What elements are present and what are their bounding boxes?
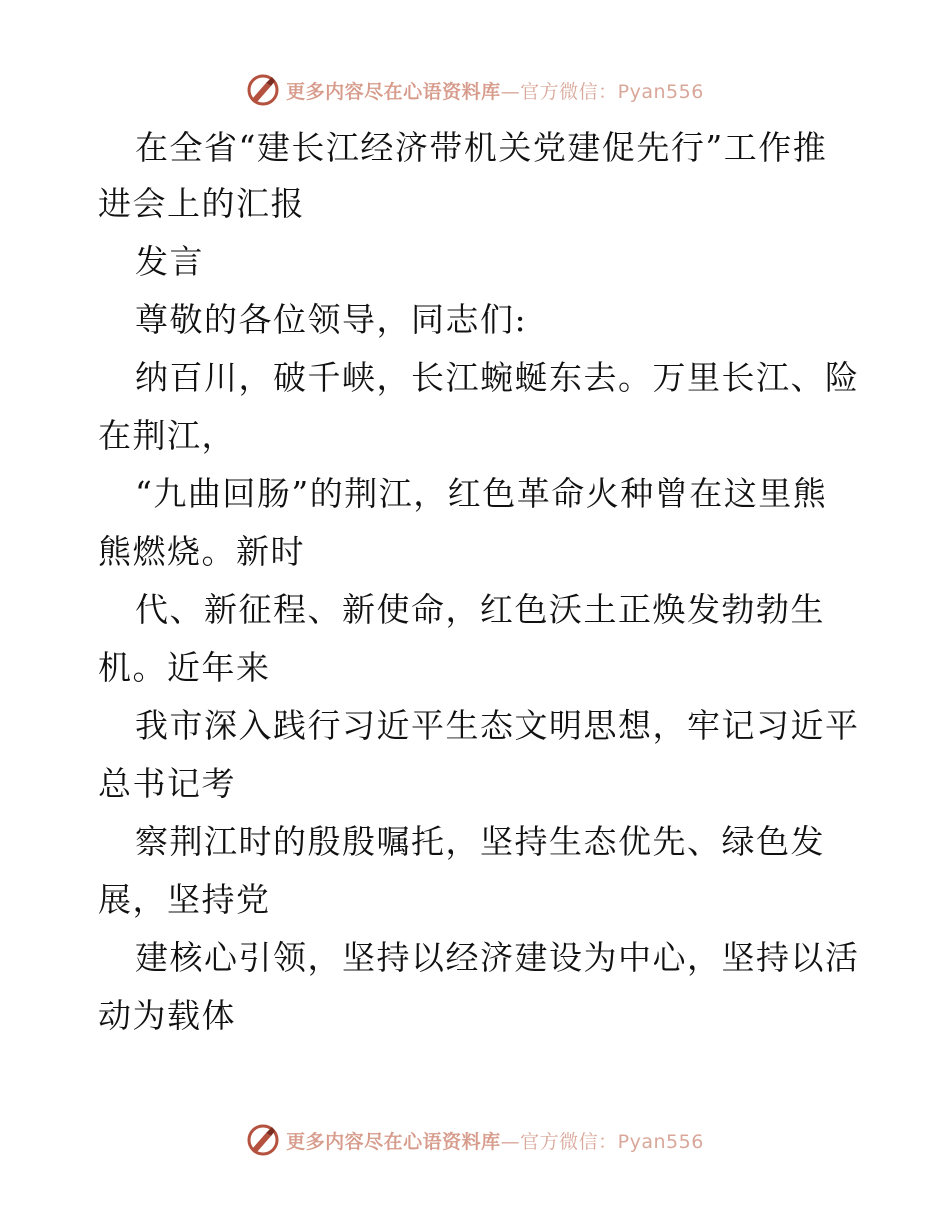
- watermark-main-text: 更多内容尽在心语资料库: [286, 1130, 501, 1153]
- doc-line: 动为载体: [98, 996, 236, 1035]
- footer-watermark: [0, 1120, 950, 1160]
- doc-line: “九曲回肠”的荆江，红色革命火种曾在这里熊: [135, 474, 828, 513]
- doc-line: 在荆江，: [98, 416, 236, 455]
- doc-line: 察荆江时的殷殷嘱托，坚持生态优先、绿色发: [135, 822, 825, 861]
- doc-line: 纳百川，破千峡，长江蜿蜒东去。万里长江、险: [135, 358, 860, 397]
- doc-line: 总书记考: [98, 764, 236, 803]
- watermark-main-text: 更多内容尽在心语资料库: [286, 80, 501, 103]
- watermark-text: [286, 1127, 704, 1154]
- doc-line: 进会上的汇报: [98, 184, 305, 223]
- brush-logo-icon: [246, 1123, 280, 1157]
- doc-line: 发言: [135, 242, 204, 281]
- doc-line: 机。近年来: [98, 648, 271, 687]
- brush-logo-icon: [246, 73, 280, 107]
- doc-line: 我市深入践行习近平生态文明思想，牢记习近平: [135, 706, 860, 745]
- doc-line: 代、新征程、新使命，红色沃土正焕发勃勃生: [135, 590, 825, 629]
- doc-line: 熊燃烧。新时: [98, 532, 305, 571]
- watermark-sub-text: —官方微信：Pyan556: [500, 80, 704, 103]
- doc-line: 展，坚持党: [98, 880, 271, 919]
- doc-line: 尊敬的各位领导，同志们:: [135, 300, 528, 339]
- watermark-sub-text: —官方微信：Pyan556: [500, 1130, 704, 1153]
- doc-line: 在全省“建长江经济带机关党建促先行”工作推: [135, 128, 828, 167]
- watermark-text: [286, 77, 704, 104]
- doc-line: 建核心引领，坚持以经济建设为中心，坚持以活: [135, 938, 860, 977]
- header-watermark: [0, 70, 950, 110]
